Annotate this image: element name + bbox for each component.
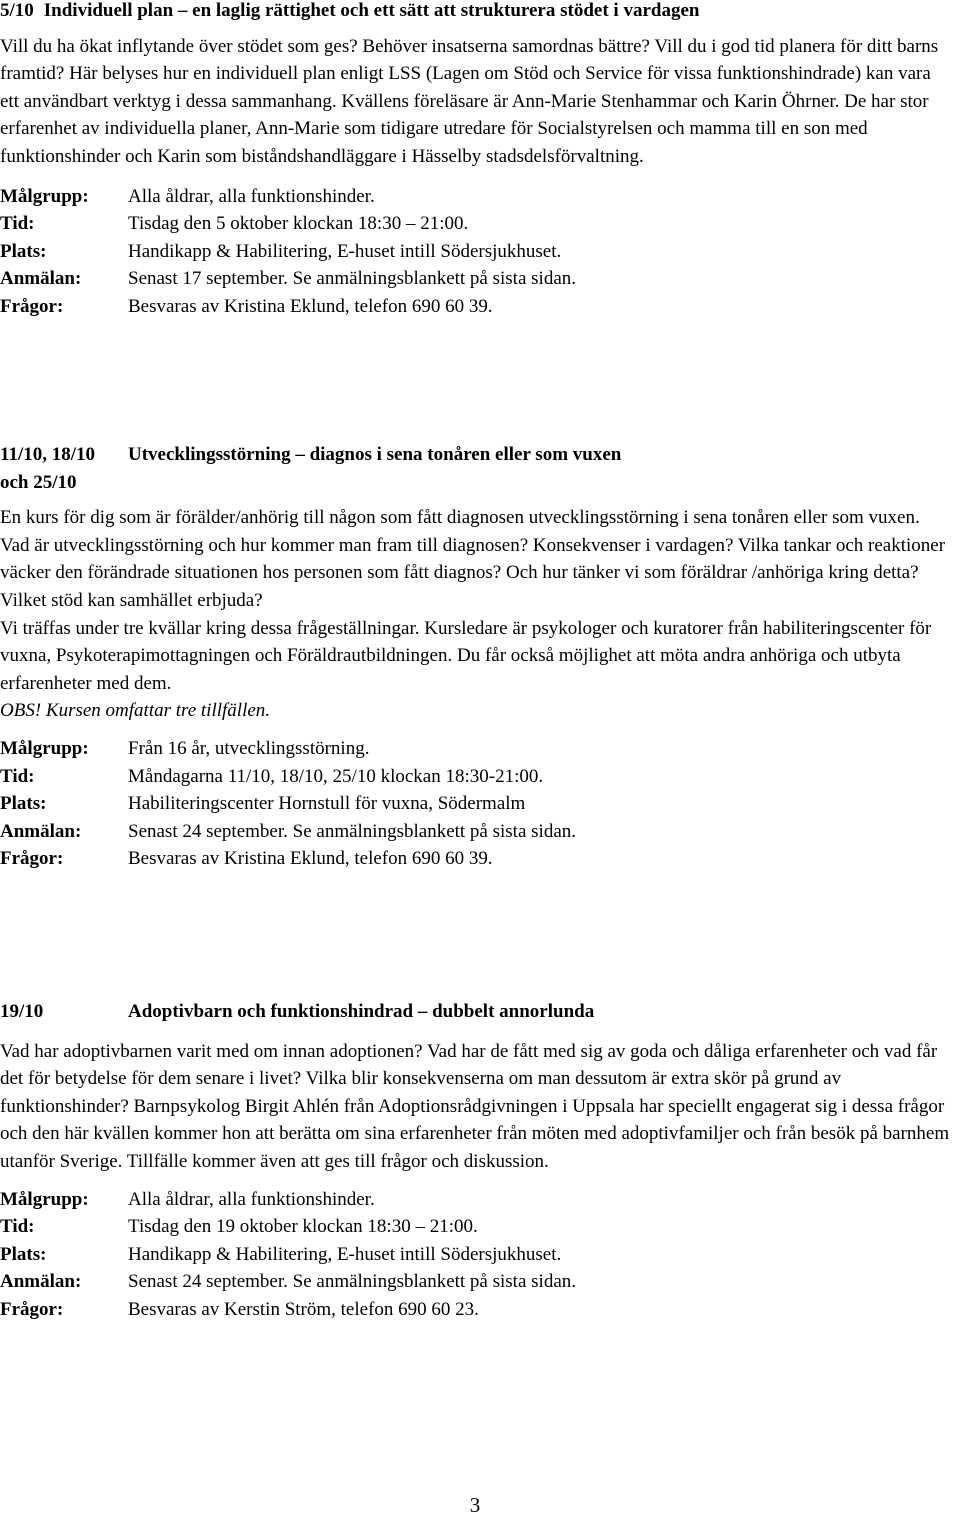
info-value: Besvaras av Kristina Eklund, telefon 690 60 39.: [128, 848, 493, 870]
event-heading: [0, 998, 950, 1026]
info-row-anmalan: [0, 818, 950, 846]
event-paragraph: En kurs för dig som är förälder/anhörig till någon som fått diagnosen utvecklingsstörning i sena tonåren eller som vuxen.: [0, 507, 920, 529]
info-label: Tid:: [0, 765, 35, 787]
event-date-continued: och 25/10: [0, 471, 77, 493]
info-value: Handikapp & Habilitering, E-huset intill Södersjukhuset.: [128, 240, 562, 262]
info-row-tid: [0, 763, 950, 791]
info-label: Tid:: [0, 1216, 35, 1238]
info-row-anmalan: [0, 265, 950, 293]
event-date: 5/10: [0, 0, 34, 21]
event-heading: [0, 441, 950, 496]
event-paragraph: Vi träffas under tre kvällar kring dessa frågeställningar. Kursledare är psykologer och kuratorer från habiliteringscenter för vuxna, Psykoterapimottagningen och Föräldrautbildningen. Du får också möjlighet att möta andra anhöriga och utbyta erfarenheter med dem.: [0, 617, 932, 694]
info-label: Frågor:: [0, 295, 64, 317]
info-row-fragor: [0, 1296, 950, 1324]
event-description: [0, 504, 950, 725]
info-value: Habiliteringscenter Hornstull för vuxna, Södermalm: [128, 793, 526, 815]
info-row-fragor: [0, 845, 950, 873]
info-label: Frågor:: [0, 1298, 64, 1320]
info-row-tid: [0, 1213, 950, 1241]
info-value: Måndagarna 11/10, 18/10, 25/10 klockan 18:30-21:00.: [128, 765, 544, 787]
event-section-3: [0, 998, 950, 1324]
info-row-plats: [0, 238, 950, 266]
info-row-plats: [0, 1241, 950, 1269]
info-value: Besvaras av Kerstin Ström, telefon 690 60 23.: [128, 1298, 479, 1320]
event-heading: [0, 0, 950, 25]
event-title: Individuell plan – en laglig rättighet och ett sätt att strukturera stödet i vardagen: [43, 0, 700, 21]
info-value: Besvaras av Kristina Eklund, telefon 690 60 39.: [128, 295, 493, 317]
info-label: Plats:: [0, 240, 47, 262]
info-value: Alla åldrar, alla funktionshinder.: [128, 185, 375, 207]
info-value: Från 16 år, utvecklingsstörning.: [128, 737, 370, 759]
event-title: Utvecklingsstörning – diagnos i sena tonåren eller som vuxen: [128, 444, 622, 465]
info-label: Tid:: [0, 213, 35, 235]
info-row-plats: [0, 790, 950, 818]
info-value: Senast 24 september. Se anmälningsblankett på sista sidan.: [128, 820, 577, 842]
info-label: Frågor:: [0, 848, 64, 870]
event-title: Adoptivbarn och funktionshindrad – dubbelt annorlunda: [128, 1001, 595, 1022]
info-label: Anmälan:: [0, 1271, 82, 1293]
event-section-2: [0, 441, 950, 873]
event-paragraph: Vad är utvecklingsstörning och hur kommer man fram till diagnosen? Konsekvenser i vardagen? Vilka tankar och reaktioner väcker den förändrade situationen hos personen som fått diagnos? Och hur tänker vi som föräldrar /anhöriga kring detta? Vilket stöd kan samhället erbjuda?: [0, 534, 946, 611]
info-row-anmalan: [0, 1268, 950, 1296]
info-value: Tisdag den 5 oktober klockan 18:30 – 21:00.: [128, 213, 469, 235]
event-date: 19/10: [0, 1001, 44, 1022]
event-paragraph: Vill du ha ökat inflytande över stödet som ges? Behöver insatserna samordnas bättre? Vill du i god tid planera för ditt barns framtid? Här belyses hur en individuell plan enligt LSS (Lagen om Stöd och Service för vissa funktionshindrade) kan vara ett användbart verktyg i dessa sammanhang. Kvällens föreläsare är Ann-Marie Stenhammar och Karin Öhrner. De har stor erfarenhet av individuella planer, Ann-Marie som tidigare utredare för Socialstyrelsen och mamma till en son med funktionshinder och Karin som biståndshandläggare i Hässelby stadsdelsförvaltning.: [0, 35, 939, 167]
info-value: Senast 17 september. Se anmälningsblankett på sista sidan.: [128, 268, 577, 290]
info-label: Målgrupp:: [0, 737, 89, 759]
event-section-1: [0, 0, 950, 321]
info-row-malgrupp: [0, 735, 950, 763]
info-label: Anmälan:: [0, 820, 82, 842]
event-info-block: [0, 1186, 950, 1324]
info-label: Anmälan:: [0, 268, 82, 290]
info-value: Alla åldrar, alla funktionshinder.: [128, 1188, 375, 1210]
event-description: [0, 33, 950, 171]
event-note: OBS! Kursen omfattar tre tillfällen.: [0, 700, 271, 722]
event-description: [0, 1038, 950, 1176]
event-info-block: [0, 735, 950, 873]
event-date: 11/10, 18/10: [0, 444, 96, 465]
info-label: Plats:: [0, 793, 47, 815]
event-info-block: [0, 183, 950, 321]
info-label: Målgrupp:: [0, 1188, 89, 1210]
info-row-malgrupp: [0, 1186, 950, 1214]
info-value: Senast 24 september. Se anmälningsblankett på sista sidan.: [128, 1271, 577, 1293]
info-label: Målgrupp:: [0, 185, 89, 207]
page-number: 3: [469, 1493, 481, 1517]
info-label: Plats:: [0, 1243, 47, 1265]
info-value: Handikapp & Habilitering, E-huset intill Södersjukhuset.: [128, 1243, 562, 1265]
info-row-fragor: [0, 293, 950, 321]
info-row-tid: [0, 210, 950, 238]
event-paragraph: Vad har adoptivbarnen varit med om innan adoptionen? Vad har de fått med sig av goda och dåliga erfarenheter och vad får det för betydelse för dem senare i livet? Vilka blir konsekvenserna om man dessutom är extra skör på grund av funktionshinder? Barnpsykolog Birgit Ahlén från Adoptionsrådgivningen i Uppsala har speciellt engagerat sig i dessa frågor och den här kvällen kommer hon att berätta om sina erfarenheter från möten med adoptivfamiljer och från besök på barnhem utanför Sverige. Tillfälle kommer även att ges till frågor och diskussion.: [0, 1040, 950, 1172]
info-row-malgrupp: [0, 183, 950, 211]
info-value: Tisdag den 19 oktober klockan 18:30 – 21:00.: [128, 1216, 478, 1238]
